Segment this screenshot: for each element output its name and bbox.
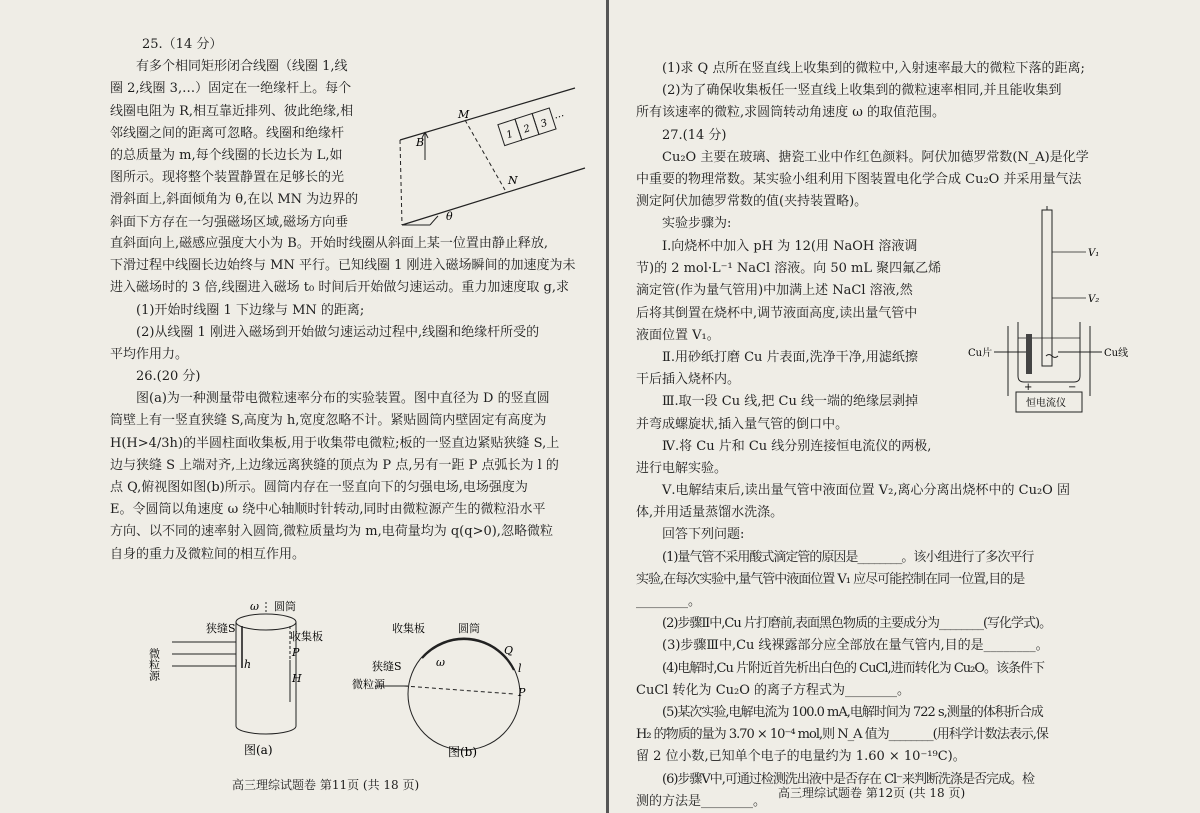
q27-step3: Ⅲ.取一段 Cu 线,把 Cu 线一端的绝缘层剥掉 (662, 394, 918, 410)
q27-step5: 体,并用适量蒸馏水洗涤。 (636, 505, 784, 521)
q27-step5: Ⅴ.电解结束后,读出量气管中液面位置 V₂,离心分离出烧杯中的 Cu₂O 固 (662, 483, 1070, 498)
q27-step3: 并弯成螺旋状,插入量气管的倒口中。 (636, 416, 849, 432)
q27-minus-label: − (1068, 382, 1077, 393)
q27-steps-title: 实验步骤为: (662, 216, 732, 232)
q25-label-m: M (458, 108, 470, 121)
q26b-slit-label: 狭缝S (372, 660, 402, 673)
q27-question: 留 2 位小数,已知单个电子的电量约为 1.60 × 10⁻¹⁹C)。 (636, 749, 966, 765)
q27-question: 实验,在每次实验中,量气管中液面位置 V₁ 应尽可能控制在同一位置,目的是 (636, 571, 1025, 587)
q26-subq-2: (2)为了确保收集板任一竖直线上收集到的微粒速率相同,并且能收集到 (662, 83, 1062, 99)
q25-line: 圈 2,线圈 3,…）固定在一绝缘杆上。每个 (110, 81, 352, 97)
q26a-h-label: h (244, 658, 252, 671)
q25-header: 25.（14 分） (142, 37, 223, 52)
q26-header: 26.(20 分) (136, 369, 201, 384)
q27-step4: 进行电解实验。 (636, 461, 728, 477)
q26b-omega: ω (436, 656, 445, 669)
q26-subq-1: (1)求 Q 点所在竖直线上收集到的微粒中,入射速率最大的微粒下落的距离; (662, 61, 1085, 76)
right-page (612, 0, 1200, 813)
q26-line: H(H>4/3h)的半圆柱面收集板,用于收集带电微粒;板的一竖直边紧贴狭缝 S,上 (110, 435, 560, 451)
q25-line: 有多个相同矩形闭合线圈（线圈 1,线 (136, 59, 348, 75)
q25-line: 邻线圈之间的距离可忽略。线圈和绝缘杆 (110, 125, 345, 141)
q26a-p-label: P (292, 646, 300, 659)
q27-step1: 节)的 2 mol·L⁻¹ NaCl 溶液。向 50 mL 聚四氟乙烯 (636, 261, 942, 277)
q26b-q-label: Q (504, 644, 514, 657)
q26-subq-2-cont: 所有该速率的微粒,求圆筒转动角速度 ω 的取值范围。 (636, 105, 945, 121)
q27-step4: Ⅳ.将 Cu 片和 Cu 线分别连接恒电流仪的两极, (662, 438, 932, 454)
q26b-source-label: 微粒源 (352, 678, 385, 691)
q25-coil-3-label: 3 (539, 117, 549, 131)
q26-line: 图(a)为一种测量带电微粒速率分布的实验装置。图中直径为 D 的竖直圆 (136, 391, 550, 407)
q25-line: 图所示。现将整个装置静置在足够长的光 (110, 170, 345, 186)
q27-rest (636, 480, 1172, 813)
q26a-source-label: 微粒源 (147, 648, 161, 681)
q26b-p-label: P (518, 686, 526, 699)
q27-intro: 测定阿伏加德罗常数的值(夹持装置略)。 (636, 194, 868, 210)
q25-coil-dots: … (552, 108, 566, 122)
q27-step1: Ⅰ.向烧杯中加入 pH 为 12(用 NaOH 溶液调 (662, 239, 918, 254)
q27-instrument-label: 恒电流仪 (1026, 398, 1066, 409)
q27-apparatus-figure (968, 206, 1144, 420)
q27-step1: 后将其倒置在烧杯中,调节液面高度,读出量气管中 (636, 305, 918, 321)
q26a-omega: ω (250, 600, 259, 613)
q27-steps-narrow (636, 236, 988, 480)
q25-label-theta: θ (446, 210, 453, 223)
q27-question: (4)电解时,Cu 片附近首先析出白色的 CuCl,进而转化为 Cu₂O。该条件下 (662, 660, 1045, 676)
q25-coil-2-label: 2 (522, 123, 532, 136)
q27-answer-title: 回答下列问题: (662, 527, 745, 543)
q25-line: 滑斜面上,斜面倾角为 θ,在以 MN 为边界的 (110, 192, 359, 208)
q26a-plate-label: 收集板 (290, 630, 323, 643)
q25-line: 下滑过程中线圈长边始终与 MN 平行。已知线圈 1 刚进入磁场瞬间的加速度为未 (110, 258, 576, 274)
q27-header: 27.(14 分) (662, 127, 727, 143)
q26-line: 方向、以不同的速率射入圆筒,微粒质量均为 m,电荷量均为 q(q>0),忽略微粒 (110, 524, 553, 540)
q27-v1-label: V₁ (1088, 248, 1100, 259)
q26a-caption: 图(a) (244, 743, 273, 757)
q27-step2: Ⅱ.用砂纸打磨 Cu 片表面,洗净干净,用滤纸擦 (662, 350, 918, 366)
q27-intro: Cu₂O 主要在玻璃、搪瓷工业中作红色颜料。阿伏加德罗常数(N_A)是化学 (662, 149, 1089, 165)
q27-cu-wire-label: Cu线 (1104, 348, 1129, 359)
q26b-tube-label: 圆筒 (458, 622, 480, 635)
q25-line: 的总质量为 m,每个线圈的长边长为 L,如 (110, 148, 343, 164)
q27-question: (3)步骤Ⅲ中,Cu 线裸露部分应全部放在量气管内,目的是________。 (662, 638, 1049, 654)
q26a-tube-label: 圆筒 (274, 600, 296, 613)
q25-coil-1-label: 1 (505, 128, 515, 142)
page-divider (606, 0, 609, 813)
q27-question: ________。 (636, 594, 702, 610)
q26b-caption: 图(b) (448, 745, 478, 759)
q27-cu-sheet-label: Cu片 (968, 348, 993, 359)
q27-question: CuCl 转化为 Cu₂O 的离子方程式为________。 (636, 682, 911, 698)
q27-question: 测的方法是________。 (636, 793, 767, 809)
q26a-H-label: H (292, 672, 302, 685)
q25-label-n: N (508, 174, 518, 187)
q27-step1: 液面位置 V₁。 (636, 327, 720, 343)
q27-question: (5)某次实验,电解电流为 100.0 mA,电解时间为 722 s,测量的体积折合成 (662, 705, 1043, 721)
q27-v2-label: V₂ (1088, 294, 1100, 305)
left-footer: 高三理综试题卷 第11页 (共 18 页) (232, 778, 420, 792)
q27-intro: 中重要的物理常数。某实验小组利用下图装置电化学合成 Cu₂O 并采用量气法 (636, 172, 1082, 188)
q25-text-wide (110, 233, 586, 366)
q25-line: 进入磁场时的 3 倍,线圈进入磁场 t₀ 时间后开始做匀速运动。重力加速度取 g,求 (110, 280, 569, 296)
q27-step1: 滴定管(作为量气管用)中加满上述 NaCl 溶液,然 (636, 283, 913, 299)
q26b-l-label: l (518, 662, 522, 675)
q27-question: H₂ 的物质的量为 3.70 × 10⁻⁴ mol,则 N_A 值为________(用科学计数法表示,保 (636, 727, 1048, 743)
q25-line: 斜面下方存在一匀强磁场区域,磁场方向垂 (110, 214, 349, 230)
q26-figure-a (140, 598, 340, 758)
q25-line: 线圈电阻为 R,相互靠近排列、彼此绝缘,相 (110, 103, 354, 119)
q25-subq-2: (2)从线圈 1 刚进入磁场到开始做匀速运动过程中,线圈和绝缘杆所受的 (136, 324, 540, 340)
q26b-plate-label: 收集板 (392, 622, 425, 635)
q26a-slit-label: 狭缝S (206, 622, 236, 635)
q27-step2: 干后插入烧杯内。 (636, 372, 741, 388)
q26-line: 筒壁上有一竖直狭缝 S,高度为 h,宽度忽略不计。紧贴圆筒内壁固定有高度为 (110, 413, 547, 429)
q25-subq-1: (1)开始时线圈 1 下边缘与 MN 的距离; (136, 302, 365, 318)
q25-text-narrow (110, 34, 382, 234)
q26-line: 边与狭缝 S 上端对齐,上边缘远离狭缝的顶点为 P 点,另有一距 P 点弧长为 l 的 (110, 457, 559, 473)
q25-label-b: B (416, 136, 425, 149)
q27-question: (6)步骤Ⅴ中,可通过检测洗出液中是否存在 Cl⁻来判断洗涤是否完成。检 (662, 771, 1035, 787)
q27-question: (2)步骤Ⅱ中,Cu 片打磨前,表面黑色物质的主要成分为________(写化学式)。 (662, 616, 1052, 632)
q26-figure-b (352, 602, 552, 762)
q26-line: 点 Q,俯视图如图(b)所示。圆筒内存在一竖直向下的匀强电场,电场强度为 (110, 480, 528, 496)
q25-incline-figure (380, 80, 590, 230)
q25-line: 平均作用力。 (110, 347, 189, 363)
q25-line: 直斜面向上,磁感应强度大小为 B。开始时线圈从斜面上某一位置由静止释放, (110, 236, 548, 251)
q27-question: (1)量气管不采用酸式滴定管的原因是________。该小组进行了多次平行 (662, 549, 1034, 565)
q26-line: E。令圆筒以角速度 ω 绕中心轴顺时针转动,同时由微粒源产生的微粒沿水平 (110, 502, 546, 518)
right-footer: 高三理综试题卷 第12页 (共 18 页) (778, 786, 966, 800)
q26-line: 自身的重力及微粒间的相互作用。 (110, 546, 306, 562)
q26-text (110, 366, 586, 566)
q27-plus-label: + (1024, 382, 1033, 393)
